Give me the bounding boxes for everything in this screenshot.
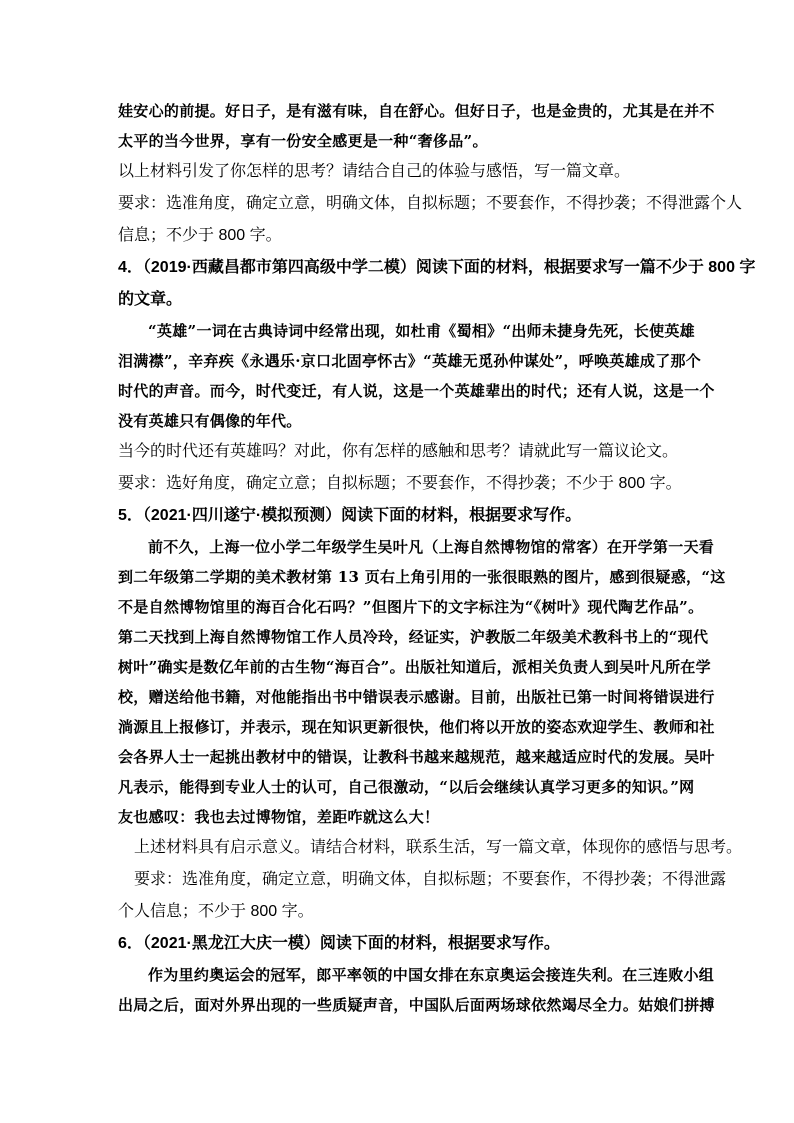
q3-requirement-line: 要求：选准角度，确定立意，明确文体，自拟标题；不要套作，不得抄袭；不得泄露个人	[118, 195, 743, 212]
q5-prompt: 上述材料具有启示意义。请结合材料，联系生活，写一篇文章，体现你的感悟与思考。	[134, 839, 743, 856]
material-line: 第二天找到上海自然博物馆工作人员冷玲，经证实，沪教版二年级美术教科书上的“现代	[118, 628, 709, 646]
material-line: 时代的声音。而今，时代变迁，有人说，这是一个英雄辈出的时代；还有人说，这是一个	[118, 382, 715, 400]
material-line: 到二年级第二学期的美术教材第 13 页右上角引用的一张很眼熟的图片，感到很疑惑，“这	[118, 568, 726, 586]
material-line: 树叶”确实是数亿年前的古生物“海百合”。出版社知道后，派相关负责人到吴叶凡所在学	[118, 658, 711, 676]
material-line: 太平的当今世界，享有一份安全感更是一种“奢侈品”。	[118, 132, 488, 150]
q3-prompt: 以上材料引发了你怎样的思考？请结合自己的体验与感悟，写一篇文章。	[118, 163, 631, 180]
material-line: 不是自然博物馆里的海百合化石吗？”但图片下的文字标注为“《树叶》现代陶艺作品”。	[118, 598, 704, 616]
material-line: 凡表示，能得到专业人士的认可，自己很激动，“以后会继续认真学习更多的知识。”网	[118, 778, 695, 796]
q4-header: 4．（2019·西藏昌都市第四高级中学二模）阅读下面的材料，根据要求写一篇不少于 800 字	[118, 259, 756, 276]
material-line: 校，赠送给他书籍，对他能指出书中错误表示感谢。目前，出版社已第一时间将错误进行	[118, 688, 715, 706]
q5-material	[118, 532, 726, 832]
material-line: 会各界人士一起挑出教材中的错误，让教科书越来越规范，越来越适应时代的发展。吴叶	[118, 748, 715, 766]
q4-material	[118, 316, 715, 436]
page-content	[118, 96, 756, 1020]
material-line: 泪满襟”，辛弃疾《永遇乐·京口北固亭怀古》“英雄无觅孙仲谋处”，呼唤英雄成了那个	[118, 352, 702, 370]
material-line: 作为里约奥运会的冠军，郎平率领的中国女排在东京奥运会接连失利。在三连败小组	[148, 966, 715, 984]
q3-requirement-line: 信息；不少于 800 字。	[118, 227, 282, 244]
q4-prompt: 当今的时代还有英雄吗？对此，你有怎样的感触和思考？请就此写一篇议论文。	[118, 443, 679, 460]
q5-requirement-line: 要求：选准角度，确定立意，明确文体，自拟标题；不要套作，不得抄袭；不得泄露	[134, 871, 727, 888]
q5-requirement-line: 个人信息；不少于 800 字。	[118, 903, 314, 920]
material-line: 出局之后，面对外界出现的一些质疑声音，中国队后面两场球依然竭尽全力。姑娘们拼搏	[118, 996, 715, 1014]
material-line: “英雄”一词在古典诗词中经常出现，如杜甫《蜀相》“出师未捷身先死，长使英雄	[148, 322, 695, 340]
q4-requirement: 要求：选好角度，确定立意；自拟标题；不要套作，不得抄袭；不少于 800 字。	[118, 475, 682, 492]
material-line: 娃安心的前提。好日子，是有滋有味，自在舒心。但好日子，也是金贵的，尤其是在并不	[118, 102, 715, 120]
material-line: 前不久，上海一位小学二年级学生吴叶凡（上海自然博物馆的常客）在开学第一天看	[148, 538, 715, 556]
q4-header-cont: 的文章。	[118, 291, 183, 308]
material-line: 淌源且上报修订，并表示，现在知识更新很快，他们将以开放的姿态欢迎学生、教师和社	[118, 718, 715, 736]
q6-material	[118, 960, 715, 1020]
material-line: 没有英雄只有偶像的年代。	[118, 412, 302, 430]
q6-header: 6．（2021·黑龙江大庆一模）阅读下面的材料，根据要求写作。	[118, 935, 560, 952]
q5-header: 5．（2021·四川遂宁·模拟预测）阅读下面的材料，根据要求写作。	[118, 507, 582, 524]
q3-material	[118, 96, 715, 156]
material-line: 友也感叹：我也去过博物馆，差距咋就这么大！	[118, 808, 440, 826]
